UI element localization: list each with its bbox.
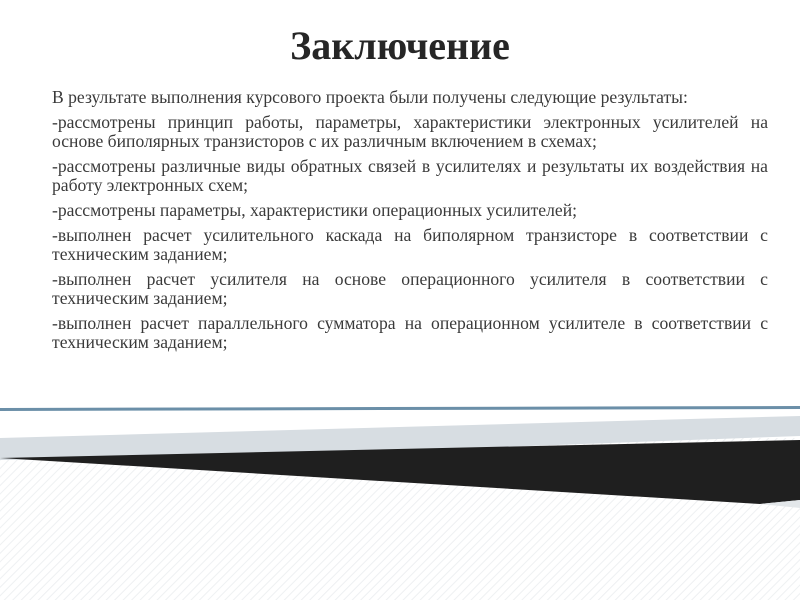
result-item-4: -выполнен расчет усилительного каскада на биполярном транзисторе в соответствии с техническим заданием; [52,225,768,264]
result-item-1: -рассмотрены принцип работы, параметры, характеристики электронных усилителей на основе биполярных транзисторов с их различным включением в схемах; [52,112,768,151]
result-item-5: -выполнен расчет усилителя на основе операционного усилителя в соответствии с техническим заданием; [52,269,768,308]
result-item-3: -рассмотрены параметры, характеристики операционных усилителей; [52,200,578,220]
slide-title: Заключение [290,23,510,68]
decorative-bands [0,400,800,600]
result-item-2: -рассмотрены различные виды обратных связей в усилителях и результаты их воздействия на работу электронных схем; [52,156,768,195]
intro-paragraph: В результате выполнения курсового проекта были получены следующие результаты: [52,87,688,107]
result-item-6: -выполнен расчет параллельного сумматора на операционном усилителе в соответствии с техническим заданием; [52,313,768,352]
blue-stripe [0,406,800,411]
slide-body [52,88,768,358]
